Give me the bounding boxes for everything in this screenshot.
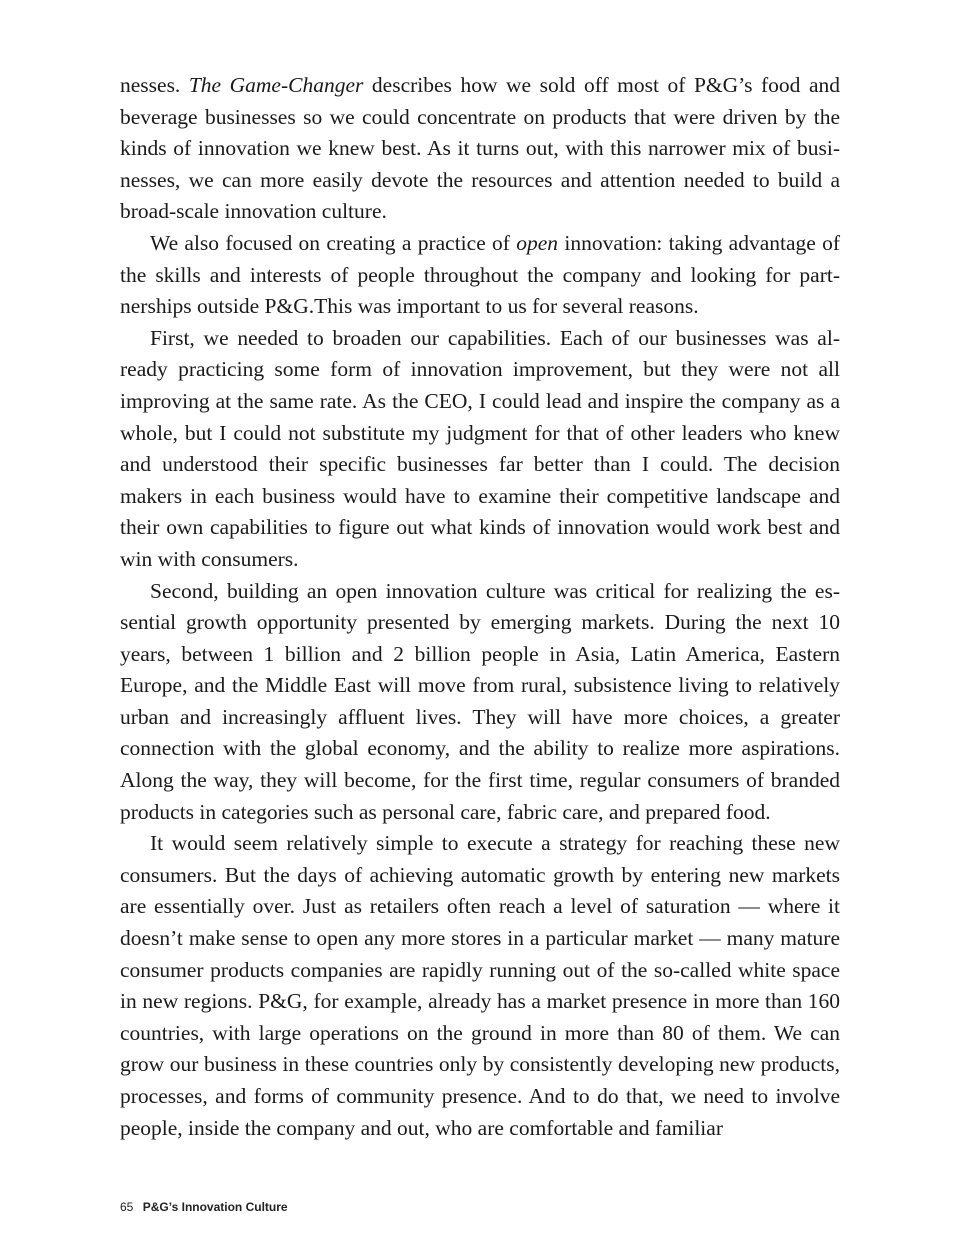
text-run: It would seem relatively simple to execute a strategy for reaching these new consumers. But the days of achieving automatic growth by entering new markets are essentially over. Just as retailers often reach a level of saturation — where it doesn’t make sense to open any more stores in a particular market — many mature consumer products companies are rapidly running out of the so-called white space in new regions. P&G, for example, already has a market presence in more than 160 countries, with large operations on the ground in more than 80 of them. We can grow our business in these countries only by consistently developing new products, processes, and forms of community presence. And to do that, we need to involve people, inside the company and out, who are comfortable and familiar <box>120 831 840 1140</box>
paragraph-2 <box>120 228 840 323</box>
body-text <box>120 70 840 1144</box>
text-run: nesses. <box>120 73 189 97</box>
paragraph-3 <box>120 323 840 576</box>
text-run: Second, building an open innovation culture was critical for realizing the essential growth opportunity presented by emerging markets. During the next 10 years, between 1 billion and 2 billion people in Asia, Latin America, Eastern Europe, and the Middle East will move from rural, subsistence living to relatively urban and increasingly affluent lives. They will have more choices, a greater connection with the global economy, and the ability to realize more aspirations. Along the way, they will become, for the first time, regular consumers of branded products in categories such as personal care, fabric care, and prepared food. <box>120 578 840 824</box>
page-number: 65 <box>120 1200 134 1214</box>
text-run: First, we needed to broaden our capabilities. Each of our businesses was already practicing some form of innovation improvement, but they were not all improving at the same rate. As the CEO, I could lead and inspire the company as a whole, but I could not substitute my judgment for that of other leaders who knew and understood their specific businesses far better than I could. The decision makers in each business would have to examine their competitive landscape and their own capabilities to figure out what kinds of innovation would work best and win with consumers. <box>120 325 840 571</box>
paragraph-5 <box>120 828 840 1144</box>
text-run: We also focused on creating a practice of <box>150 230 517 255</box>
paragraph-4 <box>120 576 840 829</box>
page-footer <box>120 1200 288 1214</box>
text-run: innovation: taking advantage of the skills and interests of people throughout the company and looking for partnerships outside P&G.This was important to us for several reasons. <box>120 230 841 319</box>
text-run: describes how we sold off most of P&G’s food and beverage businesses so we could concentrate on products that were driven by the kinds of innovation we knew best. As it turns out, with this narrower mix of businesses, we can more easily devote the resources and attention needed to build a broad-scale innovation culture. <box>120 73 840 224</box>
italic-run: open <box>516 230 559 255</box>
running-title: P&G’s Innovation Culture <box>142 1200 288 1214</box>
paragraph-1 <box>120 70 840 228</box>
italic-run: The Game-Changer <box>188 73 364 97</box>
